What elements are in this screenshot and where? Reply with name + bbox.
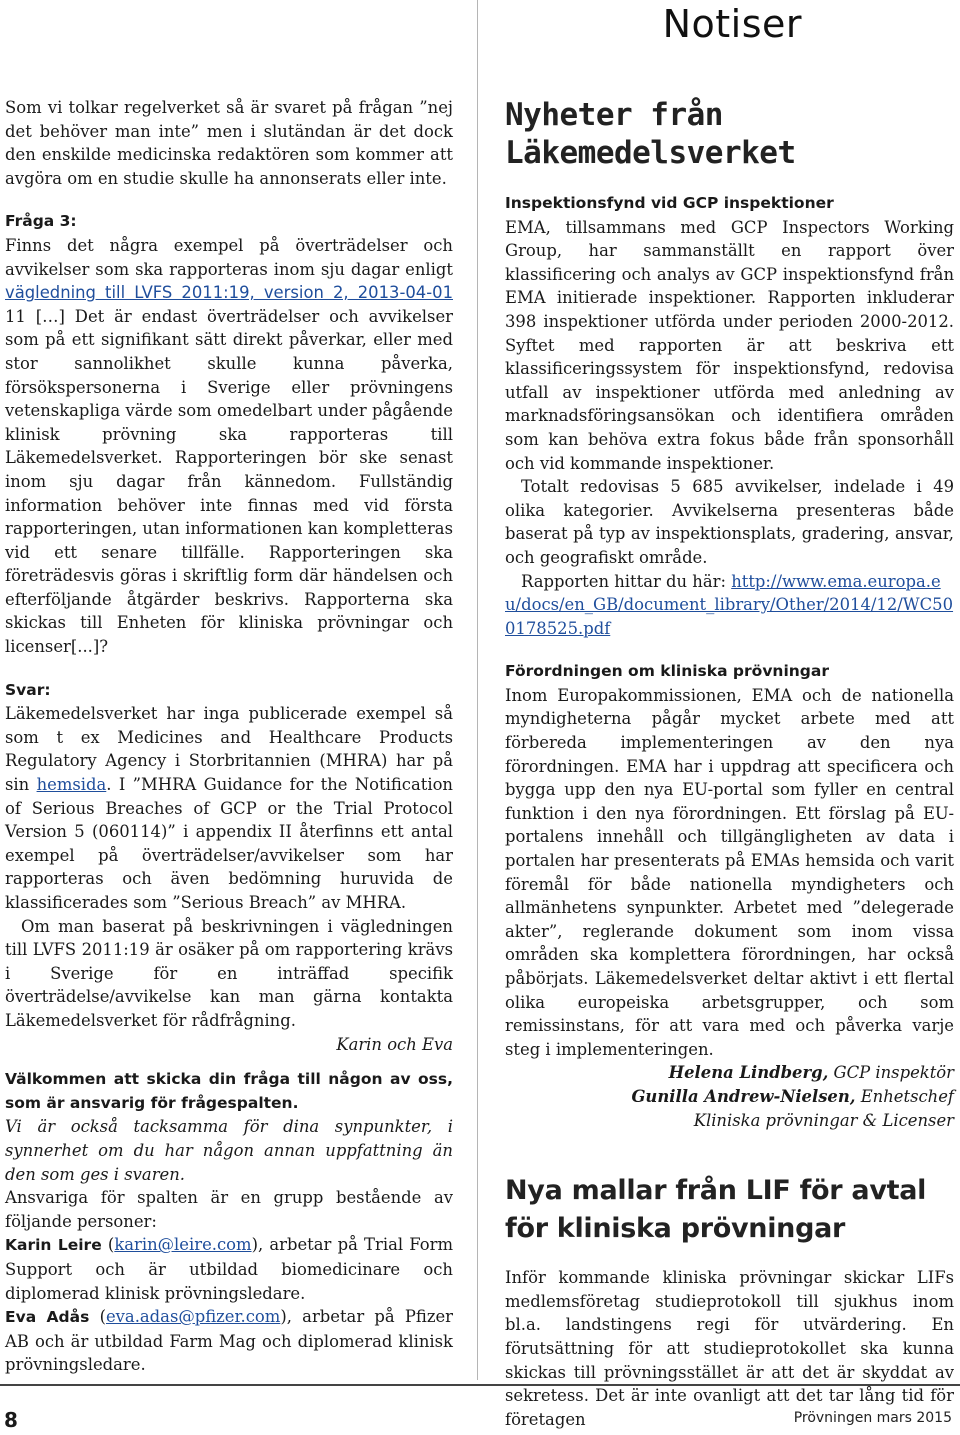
question-3-text: Finns det några exempel på överträdelser och avvikelser som ska rapporteras inom sju dagar enligt vägledning till LVFS 2011:19, version 2, 2013-04-01 11 […] Det är endast överträdelser och avvikelser som på ett signifikant sätt direkt påverkar, eller med stor sannolikhet skulle kunna påverka, försökspersonerna i Sverige eller prövningens vetenskapliga värde som omedelbart under pågående klinisk prövning ska rapporteras till Läkemedelsverket. Rapporteringen bör ske senast inom sju dagar från kännedom. Fullständig information behöver inte finnas med vid första rapporteringen, utan informationen kan kompletteras vid ett senare tillfälle. Rapporteringen ska företrädesvis göras i skriftlig form där händelsen och efterföljande åtgärder beskrivs. Rapporterna ska skickas till Enheten för kliniska prövningar och licenser[...]? [5, 235, 453, 657]
hemsida-link[interactable]: hemsida [36, 775, 107, 795]
thanks-text: Vi är också tacksamma för dina synpunkter, i synnerhet om du har någon annan uppfattning än den som ges i svaren. [5, 1117, 453, 1184]
person-2-name: Eva Adås [5, 1308, 90, 1327]
answer-paragraph-2: Om man baserat på beskrivningen i vägledningen till LVFS 2011:19 är osäker på om rapportering krävs i Sverige för en inträffad specifik överträdelse/avvikelse kan man gärna kontakta Läkemedelsverket för rådfrågning. [5, 916, 453, 1030]
signature: Karin och Eva [336, 1034, 453, 1054]
footer-rule [0, 1384, 960, 1386]
signature-3: Kliniska prövningar & Licenser [693, 1110, 954, 1130]
person-2-email[interactable]: eva.adas@pfizer.com [105, 1307, 281, 1327]
question-3-label: Fråga 3: [5, 212, 77, 231]
signature-2: Gunilla Andrew-Nielsen, Enhetschef [631, 1086, 954, 1106]
intro-paragraph: Som vi tolkar regelverket så är svaret på frågan ”nej det behöver man inte” men i slutändan är det dock den enskilde medicinska redaktören som kommer att avgöra om en studie skulle ha annonserats eller inte. [5, 98, 453, 188]
signature-1: Helena Lindberg, GCP inspektör [668, 1063, 954, 1083]
person-1-name: Karin Leire [5, 1236, 102, 1255]
regulation-paragraph: Inom Europakommissionen, EMA och de nationella myndigheterna pågår mycket arbete med att förbereda implementeringen av den nya förordningen. EMA har i uppdrag att specificera och bygga upp den nya EU-portal som fyller en central funktion i den nya förordningen. Ett förslag på EU-portalens innehåll och tillgängligheten av data i portalen har presenterats på EMAs hemsida och varit föremål för både nationella myndigheters och allmänhetens synpunkter. Arbetet med ”delegerade akter”, reglerande dokument som inom vissa områden ska komplettera förordningen, har också påbörjats. Läkemedelsverket deltar aktivt i ett flertal olika europeiska arbetsgrupper, och som remissinstans, för att vara med och påverka varje steg i implementeringen. [505, 685, 954, 1059]
section-title: Notiser [662, 2, 802, 46]
lif-paragraph: Inför kommande kliniska prövningar skickar LIFs medlemsföretag studieprotokoll till sjukhus inom bl.a. landstingens regi för utvärdering. En förutsättning för att studieprotokollet ska kunna skickas till prövningsstället är att det är skyddat av sekretess. Det är inte ovanligt att det tar lång tid för företagen [505, 1268, 954, 1429]
deviations-paragraph: Totalt redovisas 5 685 avvikelser, indelade i 49 olika kategorier. Avvikelserna presenteras både baserat på typ av inspektionsplats, gradering, ansvar, och geografiskt område. [505, 477, 954, 567]
answer-paragraph: Läkemedelsverket har inga publicerade exempel så som t ex Medicines and Healthcare Products Regulatory Agency i Storbritannien (MHRA) har på sin hemsida. I ”MHRA Guidance for the Notification of Serious Breaches of GCP or the Trial Protocol Version 5 (060114)” i appendix II återfinns ett antal exempel på överträdelser/avvikelser som har rapporteras och även bedömning huruvida de klassificerades som ”Serious Breach” av MHRA. [5, 704, 453, 912]
page-number: 8 [4, 1408, 18, 1432]
person-1-email[interactable]: karin@leire.com [114, 1235, 252, 1255]
report-link-paragraph: Rapporten hittar du här: http://www.ema.europa.eu/docs/en_GB/document_library/Other/2014/12/WC500178525.pdf [505, 571, 954, 638]
inspection-paragraph: EMA, tillsammans med GCP Inspectors Working Group, har sammanställt en rapport över klassificering och analys av GCP inspektionsfynd från EMA initierade inspektioner. Rapporten inkluderar 398 inspektioner utförda under perioden 2000-2012. Syftet med rapporten är att beskriva ett klassificeringssystem för inspektionsfynd, redovisa utfall av inspektioner utförda med anledning av marknadsföringsansökan och identifiera områden som kan behöva extra fokus både från sponsorhåll och vid kommande inspektioner. [505, 217, 954, 473]
report-link[interactable]: http://www.ema.europa.eu/docs/en_GB/document_library/Other/2014/12/WC500178525.pdf [505, 571, 954, 638]
lif-heading: Nya mallar från LIF för avtal för kliniska prövningar [505, 1175, 927, 1245]
guidance-link[interactable]: vägledning till LVFS 2011:19, version 2, 2013-04-01 [5, 283, 453, 303]
left-column [5, 96, 453, 1377]
publication-name: Prövningen mars 2015 [793, 1410, 952, 1426]
person-2: Eva Adås (eva.adas@pfizer.com), arbetar på Pfizer AB och är utbildad Farm Mag och diplomerad klinisk prövningsledare. [5, 1307, 454, 1375]
answer-label: Svar: [5, 680, 51, 699]
person-1: Karin Leire (karin@leire.com), arbetar på Trial Form Support och är utbildad biomedicinare och diplomerad klinisk prövningsledare. [5, 1235, 454, 1303]
column-divider [477, 0, 478, 1380]
news-heading: Nyheter från Läkemedelsverket [505, 97, 796, 171]
group-text: Ansvariga för spalten är en grupp bestående av följande personer: [5, 1188, 453, 1231]
right-column [505, 96, 954, 1431]
welcome-text: Välkommen att skicka din fråga till någon av oss, som är ansvarig för frågespalten. [5, 1070, 453, 1112]
inspection-subheading: Inspektionsfynd vid GCP inspektioner [505, 194, 834, 212]
regulation-subheading: Förordningen om kliniska prövningar [505, 662, 830, 681]
